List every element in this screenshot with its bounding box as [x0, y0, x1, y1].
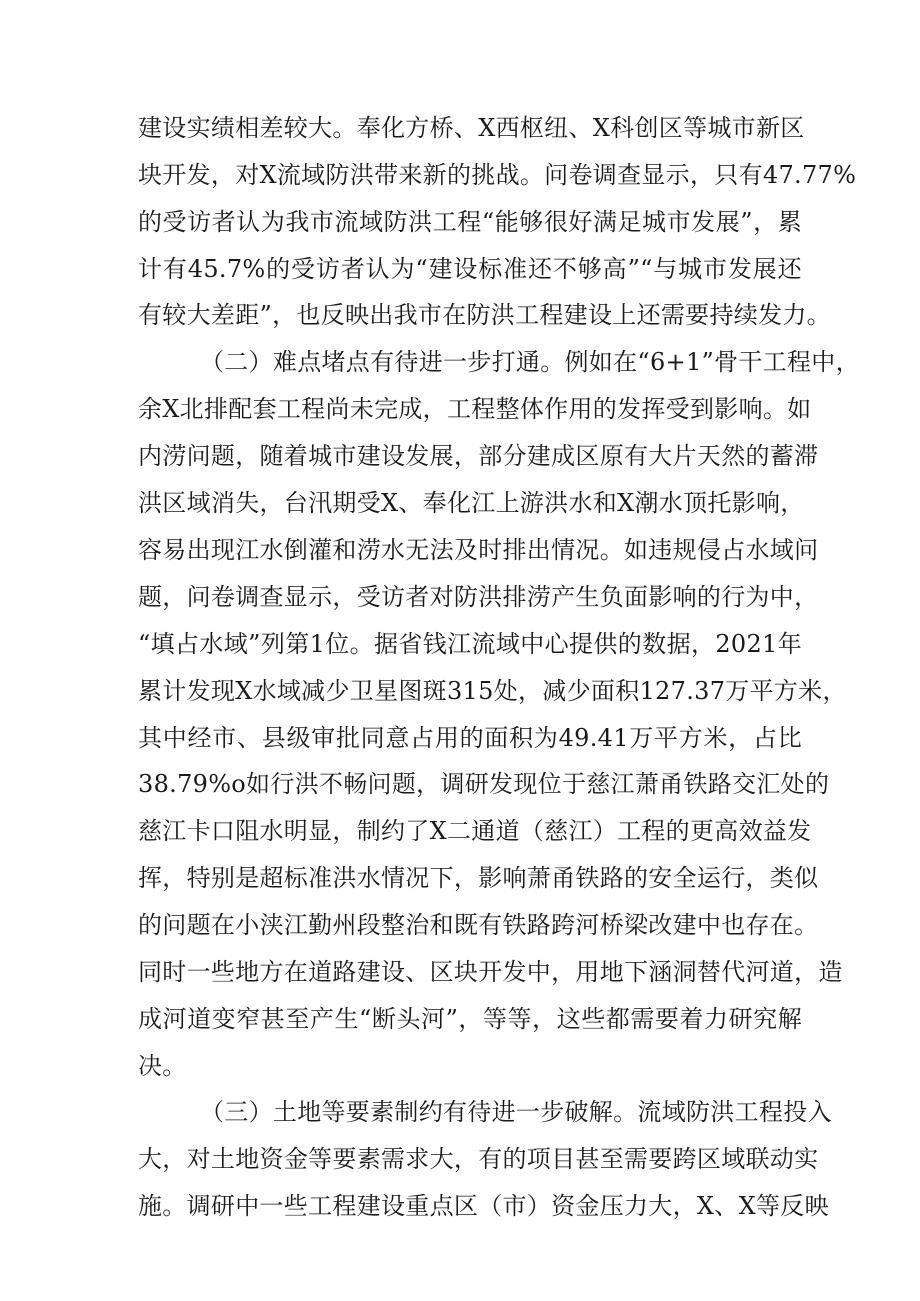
paragraph-2-line-14: 同时一些地方在道路建设、区块开发中，用地下涵洞替代河道，造: [138, 958, 843, 986]
paragraph-2-line-3: 内涝问题，随着城市建设发展，部分建成区原有大片天然的蓄滞: [138, 442, 819, 470]
paragraph-2-line-4: 洪区域消失，台汛期受X、奉化江上游洪水和X潮水顶托影响，: [138, 489, 805, 517]
paragraph-3-line-1: （三）土地等要素制约有待进一步破解。流域防洪工程投入: [200, 1098, 832, 1126]
paragraph-2-line-5: 容易出现江水倒灌和涝水无法及时排出情况。如违规侵占水域问: [138, 536, 819, 564]
paragraph-2-line-2: 余X北排配套工程尚未完成，工程整体作用的发挥受到影响。如: [138, 395, 812, 423]
paragraph-1-line-1: 建设实绩相差较大。奉化方桥、X西枢纽、X科创区等城市新区: [138, 114, 805, 142]
paragraph-2-line-7: “填占水域”列第1位。据省钱江流域中心提供的数据，2021年: [138, 630, 802, 658]
paragraph-2-line-11: 慈江卡口阻水明显，制约了X二通道（慈江）工程的更高效益发: [138, 817, 812, 845]
paragraph-1-line-2: 块开发，对X流域防洪带来新的挑战。问卷调查显示，只有47.77%: [138, 161, 857, 189]
paragraph-2-line-12: 挥，特别是超标准洪水情况下，影响萧甬铁路的安全运行，类似: [138, 864, 819, 892]
paragraph-2-line-13: 的问题在小浃江勤州段整治和既有铁路跨河桥梁改建中也存在。: [138, 911, 819, 939]
paragraph-2-line-6: 题，问卷调查显示，受访者对防洪排涝产生负面影响的行为中，: [138, 583, 819, 611]
paragraph-2-line-15: 成河道变窄甚至产生“断头河”，等等，这些都需要着力研究解: [138, 1005, 802, 1033]
paragraph-1-line-4: 计有45.7%的受访者认为“建设标准还不够高”“与城市发展还: [138, 255, 802, 283]
paragraph-1-line-5: 有较大差距”，也反映出我市在防洪工程建设上还需要持续发力。: [138, 301, 831, 329]
paragraph-2-line-8: 累计发现X水域减少卫星图斑315处，减少面积127.37万平方米，: [138, 677, 847, 705]
paragraph-3-line-3: 施。调研中一些工程建设重点区（市）资金压力大，X、X等反映: [138, 1192, 829, 1220]
paragraph-2-line-9: 其中经市、县级审批同意占用的面积为49.41万平方米，占比: [138, 724, 802, 752]
paragraph-3-line-2: 大，对土地资金等要素需求大，有的项目甚至需要跨区域联动实: [138, 1145, 819, 1173]
paragraph-2-line-16: 决。: [138, 1052, 187, 1080]
paragraph-2-line-1: （二）难点堵点有待进一步打通。例如在“6+1”骨干工程中，: [200, 348, 860, 376]
paragraph-2-line-10: 38.79%o如行洪不畅问题，调研发现位于慈江萧甬铁路交汇处的: [138, 770, 830, 798]
paragraph-1-line-3: 的受访者认为我市流域防洪工程“能够很好满足城市发展”，累: [138, 208, 802, 236]
